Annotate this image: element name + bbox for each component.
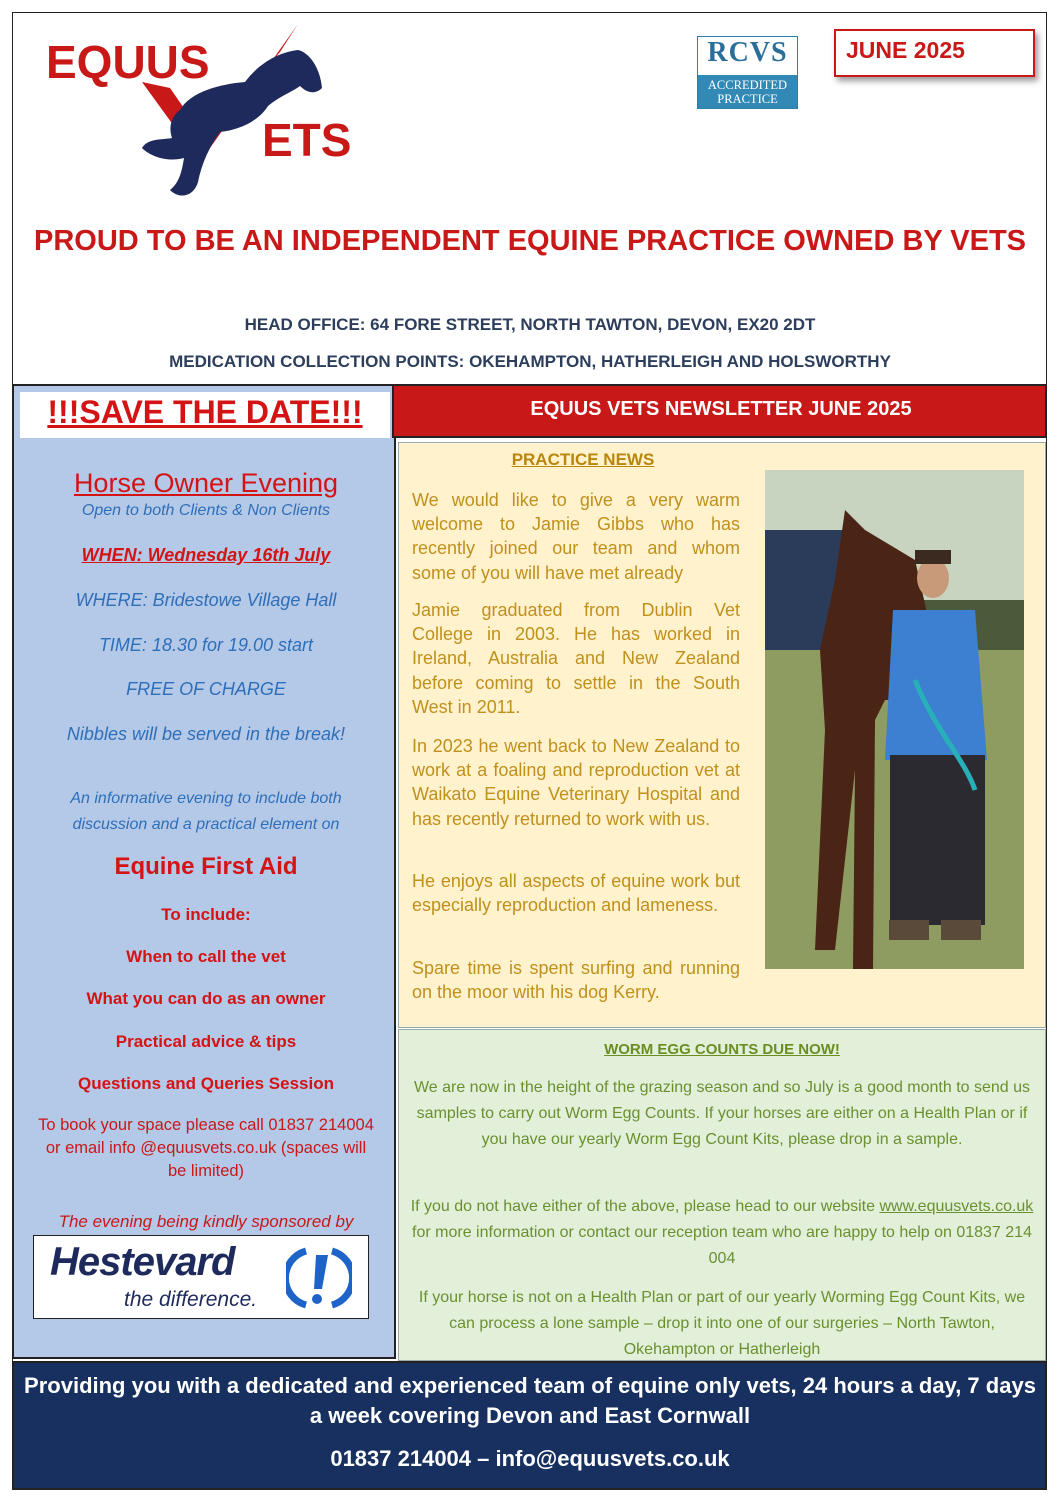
sponsor-line: The evening being kindly sponsored by [58, 1212, 354, 1231]
logo-text-ets: ETS [262, 114, 352, 166]
hestevard-exclamation-icon [286, 1245, 352, 1311]
website-link[interactable]: www.equusvets.co.uk [879, 1198, 1034, 1215]
worm-paragraph [410, 1194, 1034, 1272]
worm-egg-counts-heading: WORM EGG COUNTS DUE NOW! [604, 1041, 840, 1058]
event-when: WHEN: Wednesday 16th July [81, 545, 331, 565]
footer-tagline: Providing you with a dedicated and experienced team of equine only vets, 24 hours a day, 7 days a week covering Devon and East Cornwall [24, 1373, 1036, 1428]
event-time: TIME: 18.30 for 19.00 start [98, 635, 314, 655]
event-item: Practical advice & tips [115, 1032, 297, 1051]
event-title: Horse Owner Evening [73, 468, 339, 498]
hestevard-sponsor-logo [33, 1235, 369, 1319]
footer-contact: 01837 214004 – info@equusvets.co.uk [330, 1446, 730, 1471]
photo-vet-with-horse [765, 470, 1024, 969]
head-office-address: HEAD OFFICE: 64 FORE STREET, NORTH TAWTON, DEVON, EX20 2DT [244, 315, 816, 334]
equus-vets-logo [30, 22, 390, 202]
page-headline: PROUD TO BE AN INDEPENDENT EQUINE PRACTICE OWNED BY VETS [33, 225, 1027, 257]
issue-month-badge: JUNE 2025 [834, 29, 1035, 77]
worm-paragraph: If your horse is not on a Health Plan or part of our yearly Worming Egg Count Kits, we can process a lone sample – drop it into one of our surgeries – North Tawton, Okehampton or Hatherleigh [418, 1289, 1026, 1358]
news-paragraph: He enjoys all aspects of equine work but especially reproduction and lameness. [412, 871, 740, 916]
rcvs-accredited-badge [697, 36, 798, 109]
event-description: An informative evening to include both discussion and a practical element on [70, 790, 342, 833]
event-where: WHERE: Bridestowe Village Hall [75, 590, 337, 610]
worm-paragraph-text: If you do not have either of the above, please head to our website [410, 1198, 880, 1215]
event-item: Questions and Queries Session [77, 1074, 335, 1093]
sponsor-name: Hestevard [50, 1240, 235, 1284]
worm-paragraph-text: for more information or contact our reception team who are happy to help on 01837 214 004 [412, 1224, 1032, 1267]
event-open-to: Open to both Clients & Non Clients [81, 502, 331, 519]
event-item: When to call the vet [126, 947, 286, 966]
event-item: What you can do as an owner [86, 989, 326, 1008]
save-the-date-heading: !!!SAVE THE DATE!!! [47, 394, 363, 430]
event-cost: FREE OF CHARGE [126, 679, 286, 699]
news-paragraph: Spare time is spent surfing and running on the moor with his dog Kerry. [412, 958, 740, 1003]
newsletter-title: EQUUS VETS NEWSLETTER JUNE 2025 [397, 388, 1045, 434]
event-nibbles: Nibbles will be served in the break! [66, 724, 346, 744]
rcvs-line-1: ACCREDITED [707, 78, 788, 92]
news-paragraph: Jamie graduated from Dublin Vet College in 2003. He has worked in Ireland, Australia and New Zealand before coming to settle in the South West in 2011. [412, 600, 740, 717]
news-paragraph: We would like to give a very warm welcome to Jamie Gibbs who has recently joined our team and whom some of you will have met already [412, 490, 740, 583]
event-booking-info: To book your space please call 01837 214004 or email info @equusvets.co.uk (spaces will be limited) [38, 1116, 374, 1180]
worm-paragraph: We are now in the height of the grazing season and so July is a good month to send us samples to carry out Worm Egg Counts. If your horses are either on a Health Plan or if you have our yearly Worm Egg Count Kits, please drop in a sample. [413, 1079, 1031, 1148]
medication-collection-points: MEDICATION COLLECTION POINTS: OKEHAMPTON, HATHERLEIGH AND HOLSWORTHY [169, 352, 891, 371]
practice-news-heading: PRACTICE NEWS [511, 450, 655, 469]
rcvs-subtitle [698, 75, 797, 108]
event-include-label: To include: [161, 905, 251, 924]
rcvs-line-2: PRACTICE [717, 92, 778, 106]
news-paragraph: In 2023 he went back to New Zealand to work at a foaling and reproduction vet at Waikato Equine Veterinary Hospital and has recently returned to work with us. [412, 736, 740, 829]
logo-text-equus: EQUUS [46, 36, 210, 88]
event-topic: Equine First Aid [114, 853, 298, 880]
sponsor-tagline: the difference. [124, 1288, 258, 1311]
rcvs-title: RCVS [707, 37, 788, 68]
